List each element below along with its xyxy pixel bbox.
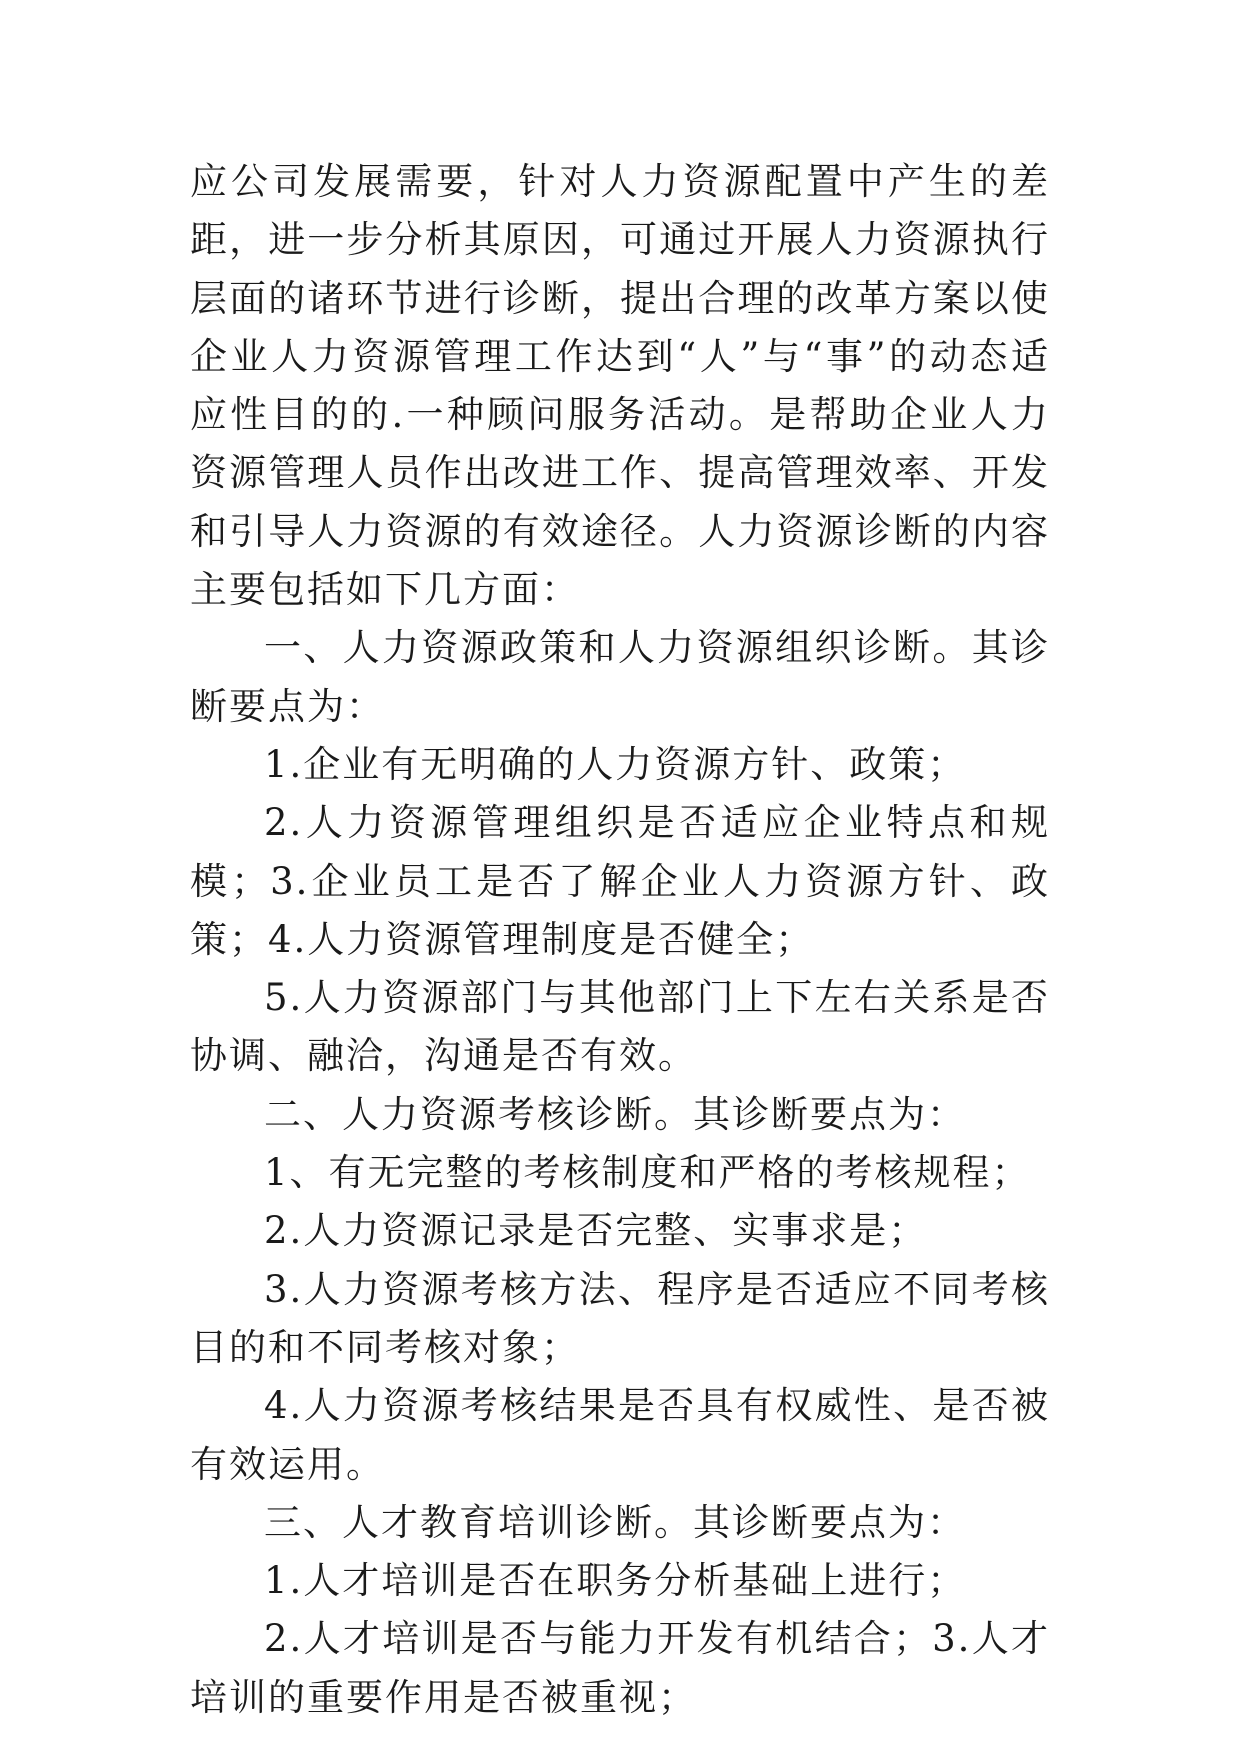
list-item: 5.人力资源部门与其他部门上下左右关系是否协调、融洽，沟通是否有效。 (190, 976, 1050, 1078)
section-heading-training: 三、人才教育培训诊断。其诊断要点为： (264, 1500, 966, 1544)
list-item: 1、有无完整的考核制度和严格的考核规程； (264, 1151, 1031, 1195)
list-item: 2.人才培训是否与能力开发有机结合；3.人才培训的重要作用是否被重视； (190, 1617, 1050, 1719)
list-item: 2.人力资源记录是否完整、实事求是； (264, 1209, 928, 1253)
list-item: 3.人力资源考核方法、程序是否适应不同考核目的和不同考核对象； (190, 1267, 1050, 1369)
section-heading-assessment: 二、人力资源考核诊断。其诊断要点为： (264, 1092, 966, 1136)
document-body (190, 153, 1050, 1727)
list-item: 4.人力资源考核结果是否具有权威性、是否被有效运用。 (190, 1384, 1050, 1486)
list-item: 1.人才培训是否在职务分析基础上进行； (264, 1559, 967, 1603)
section-heading-policy-organization: 一、人力资源政策和人力资源组织诊断。其诊断要点为： (190, 626, 1050, 728)
paragraph-intro: 应公司发展需要，针对人力资源配置中产生的差距，进一步分析其原因，可通过开展人力资源执行层面的诸环节进行诊断，提出合理的改革方案以使企业人力资源管理工作达到“人”与“事”的动态适应性目的的.一种顾问服务活动。是帮助企业人力资源管理人员作出改进工作、提高管理效率、开发和引导人力资源的有效途径。人力资源诊断的内容主要包括如下几方面： (190, 160, 1050, 612)
list-item: 2.人力资源管理组织是否适应企业特点和规模；3.企业员工是否了解企业人力资源方针、政策；4.人力资源管理制度是否健全； (190, 801, 1050, 961)
list-item: 1.企业有无明确的人力资源方针、政策； (264, 742, 967, 786)
